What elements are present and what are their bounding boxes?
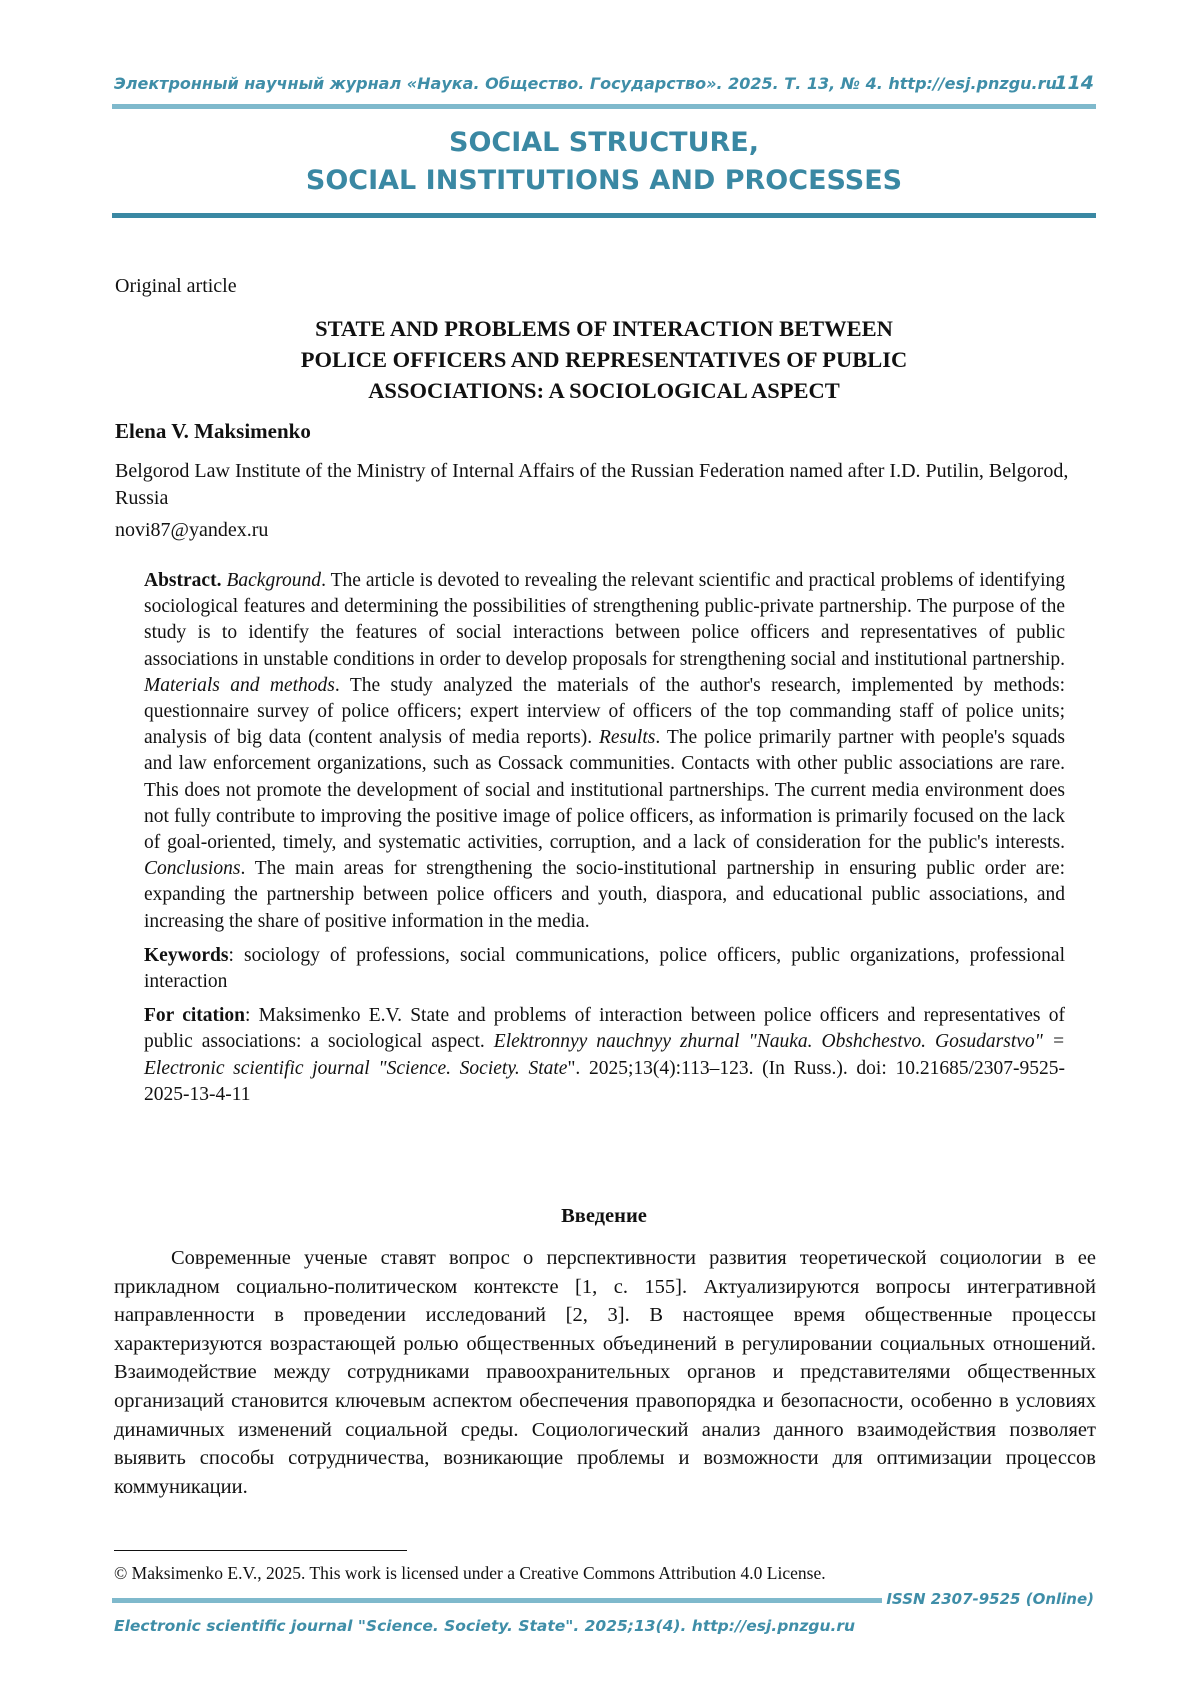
abstract-conclusions-text: . The main areas for strengthening the socio-institutional partnership in ensuring public order are: expanding the partnership between police officers and youth, diaspora, and educational public associations, and increasing the share of positive information in the media. [144,858,1065,932]
footer-issn: ISSN 2307-9525 (Online) [886,1590,1094,1608]
introduction-heading: Введение [561,1205,647,1227]
abstract-block [144,568,1065,1116]
citation-journal: Elektronnyy nauchnyy zhurnal "Nauka. Obshchestvo. Gosudarstvo" = Electronic scientific journal "Science. Society. State [144,1031,1065,1079]
section-title [112,124,1096,200]
header-rule [112,104,1096,109]
author-email: novi87@yandex.ru [115,519,269,541]
footnote-rule [114,1550,407,1551]
article-title-line-3: ASSOCIATIONS: A SOCIOLOGICAL ASPECT [368,378,840,403]
article-title [112,313,1096,406]
keywords-label: Keywords [144,944,229,966]
citation-text-after: ". 2025;13(4):113–123. (In Russ.). doi: 10.21685/2307-9525-2025-13-4-11 [144,1057,1065,1105]
abstract-background-text: . The article is devoted to revealing the relevant scientific and practical problems of identifying sociological features and determining the possibilities of strengthening public-private partnership. The purpose of the study is to identify the features of social interactions between police officers and representatives of public associations in unstable conditions in order to develop proposals for strengthening social and institutional partnership. [144,570,1065,670]
footer-rule [112,1598,882,1603]
abstract-conclusions-label: Conclusions [144,858,241,880]
keywords-text: : sociology of professions, social communications, police officers, public organizations, professional interaction [144,944,1065,993]
section-title-line-2: SOCIAL INSTITUTIONS AND PROCESSES [305,165,903,196]
header-journal-line: Электронный научный журнал «Наука. Общество. Государство». 2025. Т. 13, № 4. http://esj.pnzgu.ru [114,74,1057,93]
article-type: Original article [115,275,237,297]
citation-label: For citation [144,1005,246,1027]
citation-text-before: : Maksimenko E.V. State and problems of interaction between police officers and representatives of public associations: a sociological aspect. [144,1005,1065,1053]
abstract-materials-label: Materials and methods [144,674,335,696]
page-number: 114 [1054,72,1094,94]
section-title-line-1: SOCIAL STRUCTURE, [449,127,759,158]
footer-journal-line: Electronic scientific journal "Science. Society. State". 2025;13(4). http://esj.pnzgu.ru [114,1617,856,1635]
author-name: Elena V. Maksimenko [115,419,311,443]
abstract-label: Abstract. [144,570,222,591]
abstract-results-label: Results [599,727,656,749]
abstract-results-text: . The police primarily partner with people's squads and law enforcement organizations, such as Cossack communities. Contacts with other public associations are rare. This does not promote the development of social and institutional partnerships. The current media environment does not fully contribute to improving the positive image of police officers, as information is primarily focused on the lack of goal-oriented, timely, and systematic activities, corruption, and a lack of consideration for the public's interests. [144,727,1066,854]
license-footnote: © Maksimenko E.V., 2025. This work is licensed under a Creative Commons Attribution 4.0 License. [114,1563,826,1583]
keywords [144,943,1065,995]
abstract-background-label: Background [226,570,322,591]
article-title-line-2: POLICE OFFICERS AND REPRESENTATIVES OF PUBLIC [300,347,908,372]
abstract-materials-text: . The study analyzed the materials of the author's research, implemented by methods: questionnaire survey of police officers; expert interview of officers of the top commanding staff of police units; analysis of big data (content analysis of media reports). [144,674,1066,749]
introduction-paragraph: Современные ученые ставят вопрос о перспективности развития теоретической социологии в ее прикладном социально-политическом контексте [1, с. 155]. Актуализируются вопросы интегративной направленности в проведении исследований [2, 3]. В настоящее время общественные процессы характеризуются возрастающей ролью общественных объединений в регулировании социальных отношений. Взаимодействие между сотрудниками правоохранительных органов и представителями общественных организаций становится ключевым аспектом обеспечения правопорядка и безопасности, особенно в условиях динамичных изменений социальной среды. Социологический анализ данного взаимодействия позволяет выявить способы сотрудничества, возникающие проблемы и возможности для оптимизации процессов коммуникации. [114,1247,1096,1498]
citation [144,1003,1065,1108]
running-header [114,72,1094,100]
section-rule [112,213,1096,218]
author-affiliation: Belgorod Law Institute of the Ministry of Internal Affairs of the Russian Federation named after I.D. Putilin, Belgorod, Russia [115,460,1069,509]
article-title-line-1: STATE AND PROBLEMS OF INTERACTION BETWEEN [315,316,893,341]
abstract [144,568,1065,935]
